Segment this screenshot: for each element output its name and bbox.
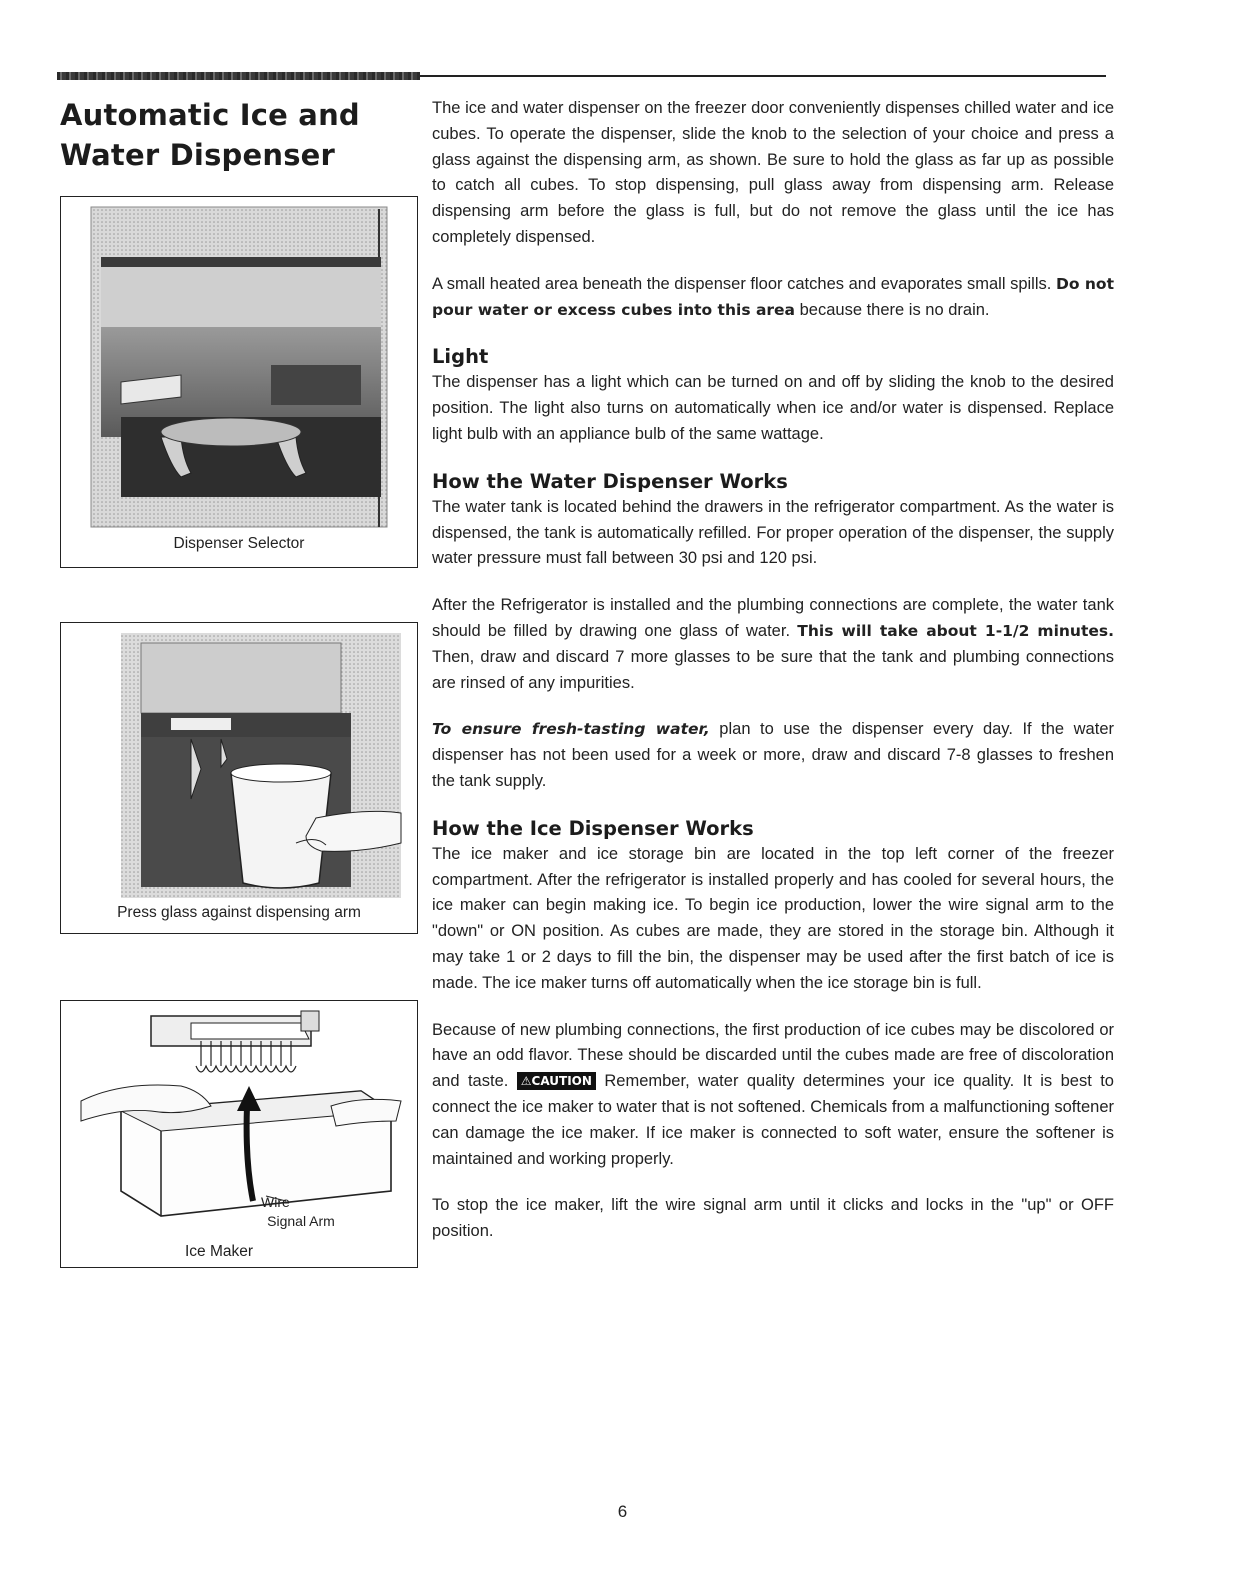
page-number: 6 <box>617 1502 628 1521</box>
fresh-text: plan to use the dispenser every day. If the water dispenser has not been used for a week or more, draw and discard 7-8 glasses to freshen the tank supply. <box>432 720 1114 790</box>
fill-text-b: Then, draw and discard 7 more glasses to be sure that the tank and plumbing connections are rinsed of any impurities. <box>432 647 1114 692</box>
light-paragraph: The dispenser has a light which can be turned on and off by sliding the knob to the desired position. The light also turns on automatically when ice and/or water is dispensed. Replace light bulb with an appliance bulb of the same wattage. <box>432 373 1114 443</box>
press-glass-caption: Press glass against dispensing arm <box>117 904 361 921</box>
title-block <box>60 95 420 175</box>
water-paragraph: The water tank is located behind the drawers in the refrigerator compartment. As the water is dispensed, the tank is automatically refilled. For proper operation of the dispenser, the supply water pressure must fall between 30 psi and 120 psi. <box>432 497 1114 568</box>
header-rule-dark <box>57 72 420 80</box>
caution-label: CAUTION <box>531 1074 592 1089</box>
dispenser-selector-figure <box>60 196 418 568</box>
spill-warning: Do not pour water or excess cubes into this area <box>432 274 1114 319</box>
caution-badge <box>517 1072 596 1090</box>
dispenser-selector-illustration <box>61 197 417 537</box>
warning-icon: ⚠ <box>520 1074 532 1089</box>
ice-paragraph: The ice maker and ice storage bin are located in the top left corner of the freezer compartment. After the refrigerator is installed properly and has cooled for several hours, the ice maker can begin making ice. To begin ice production, lower the wire signal arm to the "down" or ON position. As cubes are made, they are stored in the storage bin. Although it may take 1 or 2 days to fill the bin, the dispenser may be used after the first batch of ice is made. The ice maker turns off automatically when the ice storage bin is full. <box>432 844 1114 992</box>
fill-time-note: This will take about 1-1/2 minutes. <box>797 621 1114 640</box>
ice-heading: How the Ice Dispenser Works <box>432 816 754 840</box>
plumbing-caution-text: Remember, water quality determines your ice quality. It is best to connect the ice maker to water that is not softened. Chemicals from a malfunctioning softener can damage the ice maker. If ice maker is connected to soft water, ensure the softener is maintained and working properly. <box>432 1072 1114 1168</box>
ice-maker-caption: Ice Maker <box>184 1243 254 1260</box>
title-line-2: Water Dispenser <box>60 138 336 172</box>
spill-paragraph <box>432 272 1114 324</box>
ice-maker-illustration <box>61 1001 417 1246</box>
main-content <box>432 96 1114 1266</box>
title-line-1: Automatic Ice and <box>60 98 360 132</box>
plumbing-text: Because of new plumbing connections, the first production of ice cubes may be discolored or have an odd flavor. These should be discarded until the cubes made are free of discoloration and taste. <box>432 1020 1114 1091</box>
water-heading: How the Water Dispenser Works <box>432 469 788 493</box>
fresh-paragraph <box>432 717 1114 794</box>
ice-maker-arm-label: Signal Arm <box>267 1213 335 1229</box>
dispenser-selector-caption: Dispenser Selector <box>173 535 305 552</box>
header-rule <box>420 75 1106 77</box>
press-glass-figure <box>60 622 418 934</box>
plumbing-paragraph <box>432 1018 1114 1173</box>
stop-paragraph: To stop the ice maker, lift the wire signal arm until it clicks and locks in the "up" or OFF position. <box>432 1196 1114 1241</box>
fill-paragraph <box>432 593 1114 696</box>
fresh-emphasis: To ensure fresh-tasting water, <box>432 720 710 739</box>
ice-maker-figure <box>60 1000 418 1268</box>
page-title <box>60 95 420 175</box>
spill-text: A small heated area beneath the dispenser floor catches and evaporates small spills. <box>432 274 1052 293</box>
intro-paragraph: The ice and water dispenser on the freezer door conveniently dispenses chilled water and ice cubes. To operate the dispenser, slide the knob to the selection of your choice and press a glass against the dispensing arm, as shown. Be sure to hold the glass as far up as possible to catch all cubes. To stop dispensing, pull glass away from dispensing arm. Release dispensing arm before the glass is full, but do not remove the glass until the ice has completely dispensed. <box>432 99 1114 246</box>
ice-maker-wire-label: Wire <box>261 1194 290 1210</box>
spill-tail: because there is no drain. <box>799 300 990 319</box>
press-glass-illustration <box>61 623 417 903</box>
light-heading: Light <box>432 345 489 369</box>
fill-text-a: After the Refrigerator is installed and the plumbing connections are complete, the water tank should be filled by drawing one glass of water. <box>432 596 1114 640</box>
